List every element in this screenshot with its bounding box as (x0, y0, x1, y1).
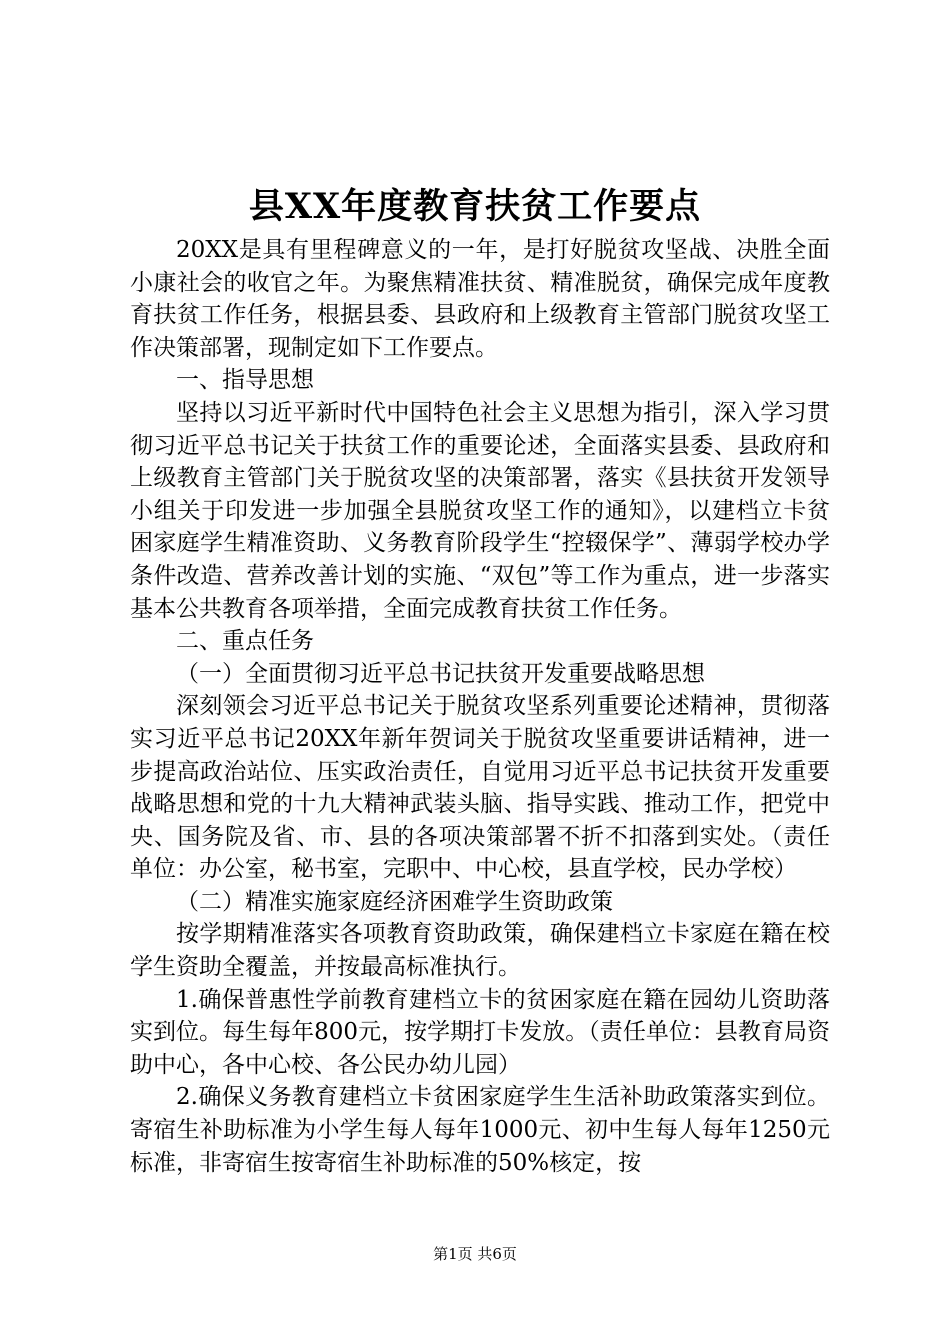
subsection-heading-2: （二）精准实施家庭经济困难学生资助政策 (176, 888, 613, 915)
section-heading-key-tasks: 二、重点任务 (176, 628, 314, 655)
intro-paragraph: 20XX是具有里程碑意义的一年，是打好脱贫攻坚战、决胜全面小康社会的收官之年。为聚焦精准扶贫、精准脱贫，确保完成年度教育扶贫工作任务，根据县委、县政府和上级教育主管部门脱贫攻坚工作决策部署，现制定如下工作要点。 (130, 237, 830, 361)
item-2-paragraph: 2.确保义务教育建档立卡贫困家庭学生生活补助政策落实到位。寄宿生补助标准为小学生每人每年1000元、初中生每人每年1250元标准，非寄宿生按寄宿生补助标准的50%核定，按 (130, 1084, 830, 1176)
document-title: 县XX年度教育扶贫工作要点 (248, 186, 702, 227)
section-heading-guiding-ideology: 一、指导思想 (176, 367, 314, 394)
subsection-2-paragraph: 按学期精准落实各项教育资助政策，确保建档立卡家庭在籍在校学生资助全覆盖，并按最高标准执行。 (130, 921, 830, 981)
page-number-footer: 第1页 共6页 (433, 1245, 517, 1263)
guiding-ideology-paragraph: 坚持以习近平新时代中国特色社会主义思想为指引，深入学习贯彻习近平总书记关于扶贫工作的重要论述，全面落实县委、县政府和上级教育主管部门关于脱贫攻坚的决策部署，落实《县扶贫开发领导小组关于印发进一步加强全县脱贫攻坚工作的通知》，以建档立卡贫困家庭学生精准资助、义务教育阶段学生“控辍保学”、薄弱学校办学条件改造、营养改善计划的实施、“双包”等工作为重点，进一步落实基本公共教育各项举措，全面完成教育扶贫工作任务。 (130, 399, 830, 622)
item-1-paragraph: 1.确保普惠性学前教育建档立卡的贫困家庭在籍在园幼儿资助落实到位。每生每年800元，按学期打卡发放。（责任单位：县教育局资助中心，各中心校、各公民办幼儿园） (130, 986, 830, 1078)
subsection-1-paragraph: 深刻领会习近平总书记关于脱贫攻坚系列重要论述精神，贯彻落实习近平总书记20XX年新年贺词关于脱贫攻坚重要讲话精神，进一步提高政治站位、压实政治责任，自觉用习近平总书记扶贫开发重要战略思想和党的十九大精神武装头脑、指导实践、推动工作，把党中央、国务院及省、市、县的各项决策部署不折不扣落到实处。（责任单位：办公室，秘书室，完职中、中心校，县直学校，民办学校） (130, 693, 830, 883)
subsection-heading-1: （一）全面贯彻习近平总书记扶贫开发重要战略思想 (176, 660, 705, 687)
document-body (130, 234, 830, 1179)
